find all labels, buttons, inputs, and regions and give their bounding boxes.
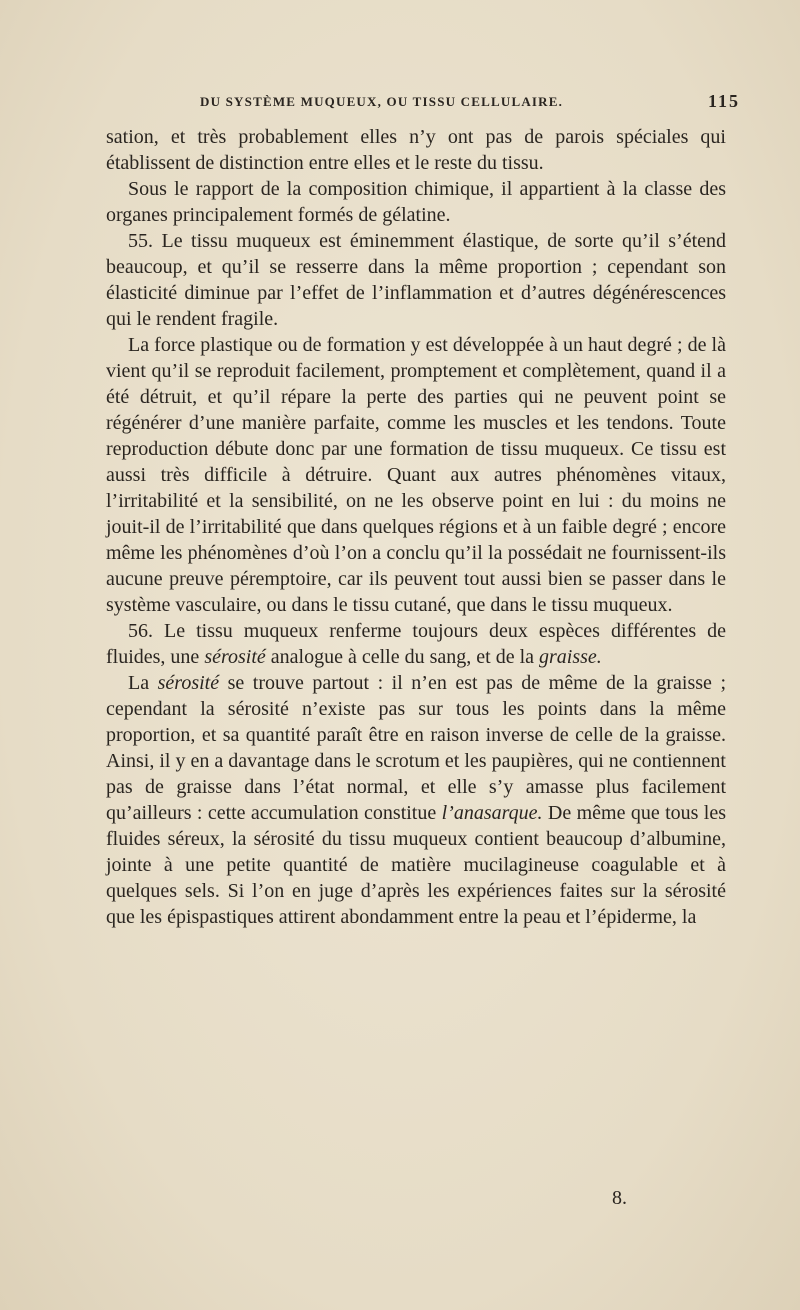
paragraph-text: analogue à celle du sang, et de la bbox=[265, 646, 540, 668]
paragraph-plastic-force bbox=[106, 332, 726, 618]
running-title: DU SYSTÈME MUQUEUX, OU TISSU CELLULAIRE. bbox=[200, 94, 564, 109]
paragraph-text: Le tissu muqueux renferme toujours deux espèces différentes de fluides, une bbox=[106, 620, 726, 668]
paragraph-text: sation, et très probablement elles n’y ont pas de parois spéciales qui établissent de distinction entre elles et le reste du tissu. bbox=[106, 126, 726, 174]
italic-term: sérosité bbox=[157, 672, 220, 694]
paragraph-text: se trouve partout : il n’en est pas de même de la graisse ; cependant la sérosité n’existe pas sur tous les points dans la même proportion, et sa quantité paraît être en raison inverse de celle de la graisse. Ainsi, il y en a davantage dans le scrotum et les paupières, qui ne contiennent pas de graisse dans l’état normal, et elle s’y amasse plus facilement qu’ailleurs : cette accumulation constitue bbox=[106, 672, 727, 824]
italic-term: graisse. bbox=[539, 646, 602, 668]
running-header bbox=[200, 91, 740, 114]
paragraph-56 bbox=[106, 618, 726, 670]
section-number: 55. bbox=[128, 230, 153, 252]
paragraph-55 bbox=[106, 228, 726, 332]
paragraph-text: Sous le rapport de la composition chimique, il appartient à la classe des organes principalement formés de gélatine. bbox=[106, 178, 726, 226]
paragraph-text: Le tissu muqueux est éminemment élastique, de sorte qu’il s’étend beaucoup, et qu’il se resserre dans la même proportion ; cependant son élasticité diminue par l’effet de l’inflammation et d’autres dégénérescences qui le rendent fragile. bbox=[106, 230, 726, 330]
paragraph-continuation bbox=[106, 124, 726, 176]
italic-term: l’anasarque. bbox=[441, 802, 543, 824]
page-number: 115 bbox=[707, 91, 740, 111]
section-number: 56. bbox=[128, 620, 153, 642]
paragraph-composition bbox=[106, 176, 726, 228]
paragraph-text: De même que tous les fluides séreux, la sérosité du tissu muqueux contient beaucoup d’albumine, jointe à une petite quantité de matière mucilagineuse coagulable et à quelques sels. Si l’on en juge d’après les expériences faites sur la sérosité que les épispastiques attirent abondamment entre la peau et l’épiderme, la bbox=[106, 802, 726, 928]
paragraph-text: La bbox=[128, 672, 158, 694]
paragraph-text: La force plastique ou de formation y est développée à un haut degré ; de là vient qu’il se reproduit facilement, promptement et complètement, quand il a été détruit, et qu’il répare la perte des parties qui ne peuvent point se régénérer d’une manière parfaite, comme les muscles et les tendons. Toute reproduction débute donc par une formation de tissu muqueux. Ce tissu est aussi très difficile à détruire. Quant aux autres phénomènes vitaux, l’irritabilité et la sensibilité, on ne les observe point en lui : du moins ne jouit-il de l’irritabilité que dans quelques régions et à un faible degré ; encore même les phénomènes d’où l’on a conclu qu’il la possédait ne fournissent-ils aucune preuve péremptoire, car ils peuvent tout aussi bien se passer dans le système vasculaire, ou dans le tissu cutané, que dans le tissu muqueux. bbox=[106, 334, 726, 616]
body-text bbox=[106, 124, 726, 930]
paragraph-serosity bbox=[106, 670, 726, 930]
signature-mark: 8. bbox=[612, 1187, 627, 1209]
italic-term: sérosité bbox=[204, 646, 266, 668]
